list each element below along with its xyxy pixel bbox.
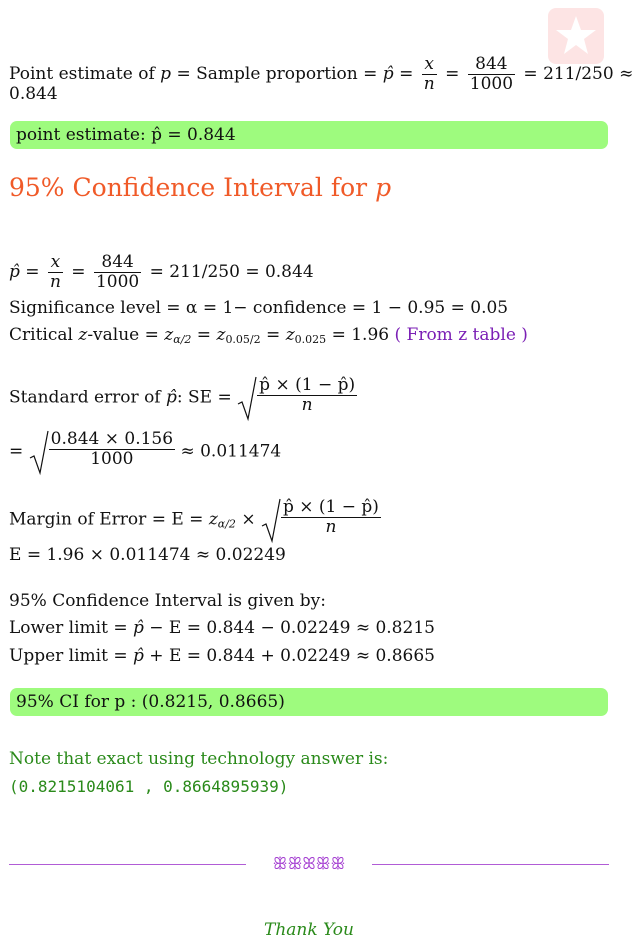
se-value-line: = $\frac{0.844 \times 0.156}{1000}$ ≈ 0.011474	[9, 430, 281, 474]
significance-line: Significance level = α = 1− confidence = 1 − 0.95 = 0.05	[9, 298, 509, 318]
point-estimate-line: Point estimate of p = Sample proportion = p̂ = $\frac{x}{n}$ = $\frac{844}{1000}$ = 211/250 ≈	[9, 54, 633, 94]
point-estimate-wrap: 0.844	[9, 84, 58, 104]
z-table-note: ( From z table )	[394, 325, 528, 345]
x-over-n-fraction: $\frac{x}{n}$	[423, 54, 435, 94]
sample-proportion-text: = Sample proportion =	[176, 64, 378, 84]
section-heading: 95% Confidence Interval for p	[9, 173, 392, 202]
ornament-icon: ꕥꕥꕤꕥꕥ	[272, 854, 346, 873]
phat-x-over-n: $\frac{x}{n}$	[49, 252, 61, 292]
technology-note: Note that exact using technology answer is:	[9, 749, 389, 769]
divider-left-line	[9, 864, 246, 865]
phat-line: p̂ = $\frac{x}{n}$ = $\frac{844}{1000}$ = 211/250 = 0.844	[9, 252, 314, 292]
standard-error-line: Standard error of p̂: SE = $\frac{p̂ \times (1 - p̂)}{n}$	[9, 376, 357, 420]
point-estimate-box: point estimate: p̂ = 0.844	[10, 121, 608, 149]
point-estimate-tail: = 211/250 ≈	[523, 64, 633, 84]
ci-given-line: 95% Confidence Interval is given by:	[9, 591, 326, 611]
se-value-sqrt: $\frac{0.844 \times 0.156}{1000}$	[29, 430, 175, 474]
thank-you-text: Thank You	[263, 920, 354, 940]
margin-of-error-line: Margin of Error = $E = z_{\alpha/2}$ × $\frac{p̂ \times (1 - p̂)}{n}$	[9, 498, 381, 542]
moe-sqrt: $\frac{p̂ \times (1 - p̂)}{n}$	[261, 498, 381, 542]
sample-fraction: $\frac{844}{1000}$	[469, 54, 514, 94]
upper-limit-line: Upper limit = p̂ + E = 0.844 + 0.02249 ≈ 0.8665	[9, 646, 435, 666]
technology-answer: (0.8215104061 , 0.8664895939)	[9, 777, 289, 796]
divider-right-line	[372, 864, 609, 865]
phat-fraction: $\frac{844}{1000}$	[95, 252, 140, 292]
ci-result-box: 95% CI for p : (0.8215, 0.8665)	[10, 688, 608, 716]
se-sqrt: $\frac{p̂ \times (1 - p̂)}{n}$	[237, 376, 357, 420]
moe-value-line: E = 1.96 × 0.011474 ≈ 0.02249	[9, 545, 286, 565]
point-estimate-lead: Point estimate of	[9, 64, 155, 84]
phat-tail: = 211/250 = 0.844	[149, 262, 314, 282]
lower-limit-line: Lower limit = p̂ − E = 0.844 − 0.02249 ≈ 0.8215	[9, 618, 435, 638]
critical-value-line: Critical z-value = $z_{\alpha/2} = z_{0.05/2} = z_{0.025} = 1.96$ ( From z table )	[9, 325, 528, 346]
